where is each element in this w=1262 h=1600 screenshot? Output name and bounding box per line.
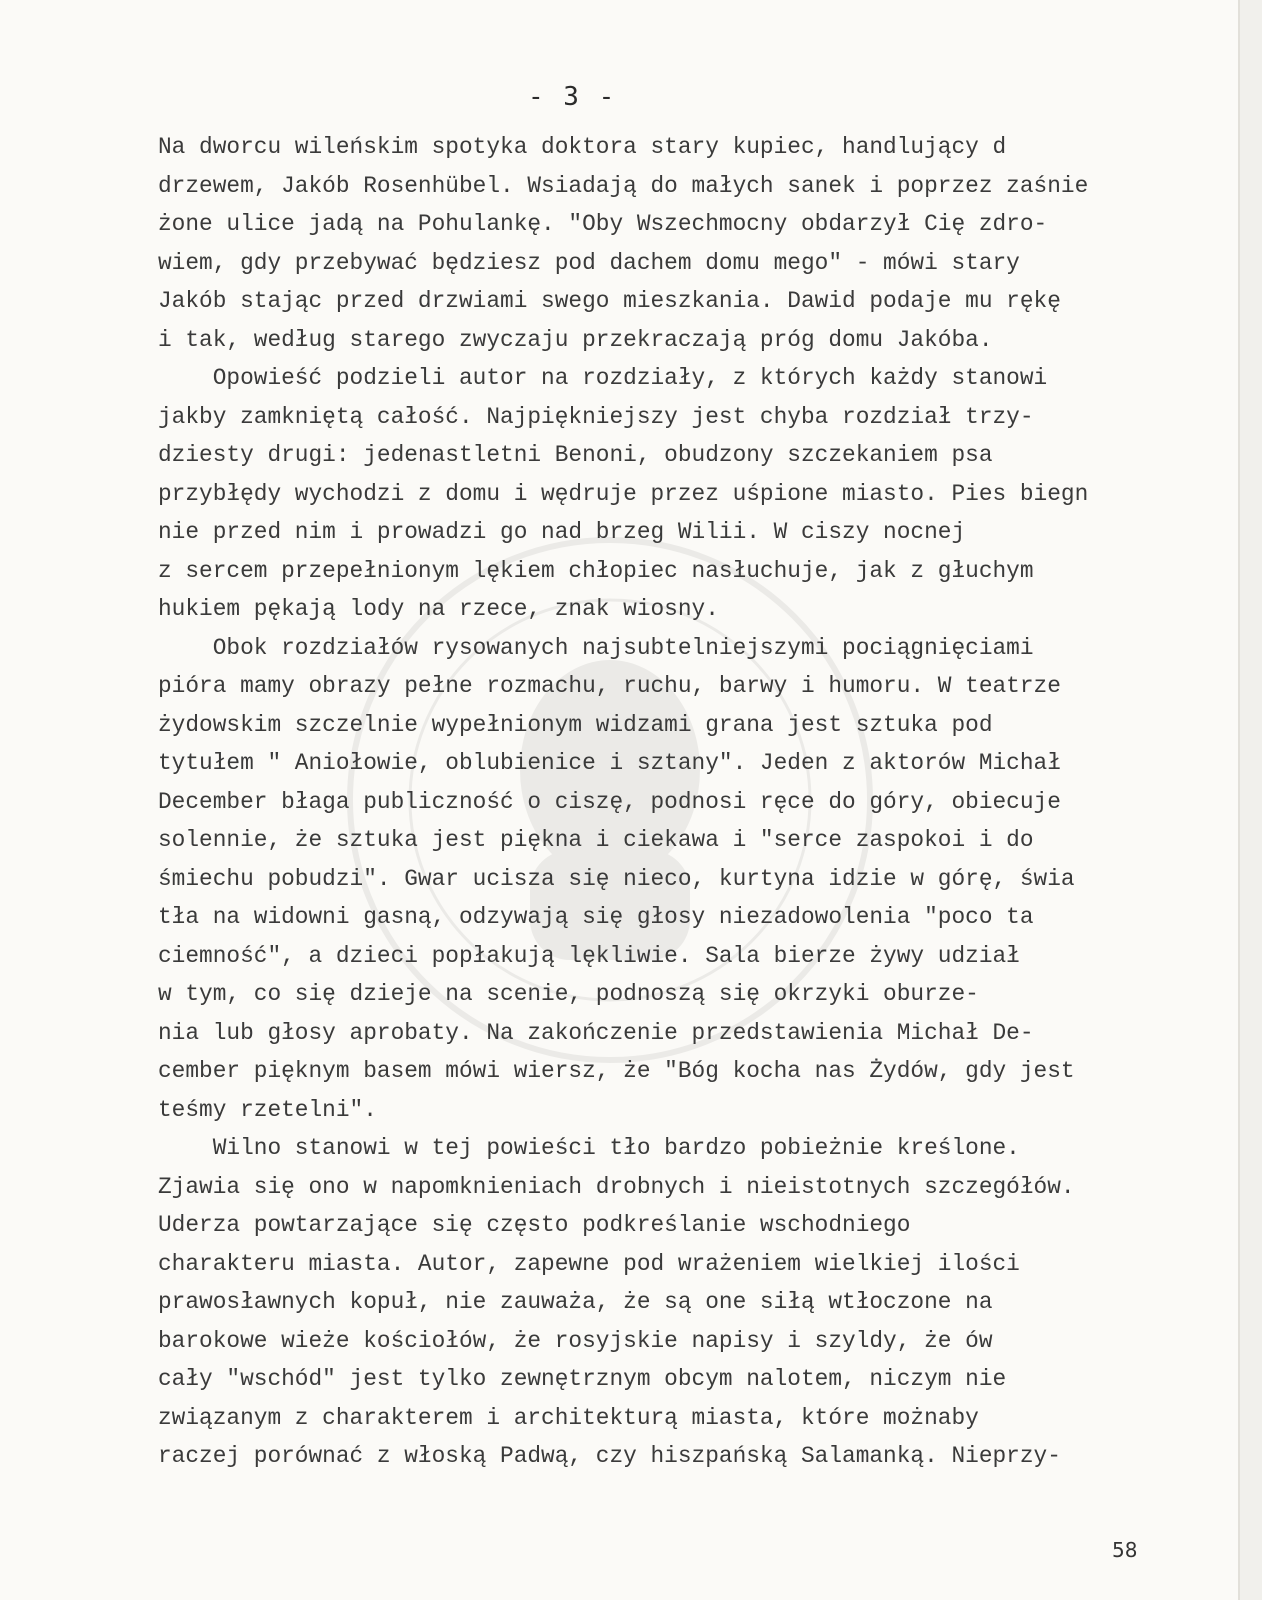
- text-line: i tak, według starego zwyczaju przekraczają próg domu Jakóba.: [158, 326, 993, 353]
- typewritten-text: [158, 128, 1238, 1476]
- text-line: tytułem " Aniołowie, oblubienice i sztany". Jeden z aktorów Michał: [158, 750, 1061, 776]
- text-line: Zjawia się ono w napomknieniach drobnych i nieistotnych szczegółów.: [158, 1173, 1075, 1200]
- text-line: Jakób stając przed drzwiami swego mieszkania. Dawid podaje mu rękę: [158, 288, 1061, 314]
- text-line: Uderza powtarzające się często podkreślanie wschodniego: [158, 1212, 911, 1238]
- text-line: nie przed nim i prowadzi go nad brzeg Wilii. W ciszy nocnej: [158, 519, 966, 545]
- text-line: jakby zamkniętą całość. Najpiękniejszy jest chyba rozdział trzy-: [158, 403, 1034, 430]
- text-line: charakteru miasta. Autor, zapewne pod wrażeniem wielkiej ilości: [158, 1250, 1020, 1277]
- text-line: pióra mamy obrazy pełne rozmachu, ruchu, barwy i humoru. W teatrze: [158, 673, 1061, 699]
- text-line: żone ulice jadą na Pohulankę. "Oby Wszechmocny obdarzył Cię zdro-: [158, 211, 1048, 237]
- text-line: solennie, że sztuka jest piękna i ciekawa i "serce zaspokoi i do: [158, 827, 1034, 853]
- text-line: drzewem, Jakób Rosenhübel. Wsiadają do małych sanek i poprzez zaśnie: [158, 172, 1089, 199]
- text-line: barokowe wieże kościołów, że rosyjskie napisy i szyldy, że ów: [158, 1327, 993, 1354]
- text-line: przybłędy wychodzi z domu i wędruje przez uśpione miasto. Pies biegn: [158, 480, 1089, 507]
- text-line: nia lub głosy aprobaty. Na zakończenie przedstawienia Michał De-: [158, 1019, 1034, 1046]
- text-line: śmiechu pobudzi". Gwar ucisza się nieco, kurtyna idzie w górę, świa: [158, 865, 1075, 892]
- text-line: prawosławnych kopuł, nie zauważa, że są one siłą wtłoczone na: [158, 1289, 993, 1315]
- text-line: raczej porównać z włoską Padwą, czy hiszpańską Salamanką. Nieprzy-: [158, 1443, 1061, 1469]
- text-line: hukiem pękają lody na rzece, znak wiosny.: [158, 596, 719, 622]
- text-line: z sercem przepełnionym lękiem chłopiec nasłuchuje, jak z głuchym: [158, 557, 1034, 584]
- text-line: ciemność", a dzieci popłakują lękliwie. Sala bierze żywy udział: [158, 942, 1020, 969]
- text-line: żydowskim szczelnie wypełnionym widzami grana jest sztuka pod: [158, 711, 993, 738]
- page-number: - 3 -: [528, 82, 617, 112]
- folio-number: 58: [1112, 1538, 1138, 1562]
- text-line: związanym z charakterem i architekturą miasta, które możnaby: [158, 1404, 979, 1431]
- text-line: dziesty drugi: jedenastletni Benoni, obudzony szczekaniem psa: [158, 442, 993, 468]
- text-line: teśmy rzetelni".: [158, 1096, 377, 1123]
- text-line: December błaga publiczność o ciszę, podnosi ręce do góry, obiecuje: [158, 788, 1061, 815]
- text-line: Wilno stanowi w tej powieści tło bardzo pobieżnie kreślone.: [158, 1135, 1020, 1161]
- text-line: Opowieść podzieli autor na rozdziały, z których każdy stanowi: [158, 365, 1048, 391]
- text-line: wiem, gdy przebywać będziesz pod dachem domu mego" - mówi stary: [158, 249, 1020, 276]
- text-line: Na dworcu wileńskim spotyka doktora stary kupiec, handlujący d: [158, 134, 1007, 160]
- text-line: tła na widowni gasną, odzywają się głosy niezadowolenia "poco ta: [158, 904, 1034, 930]
- text-line: w tym, co się dzieje na scenie, podnoszą się okrzyki oburze-: [158, 981, 979, 1007]
- text-line: cały "wschód" jest tylko zewnętrznym obcym nalotem, niczym nie: [158, 1366, 1007, 1392]
- text-line: cember pięknym basem mówi wiersz, że "Bóg kocha nas Żydów, gdy jest: [158, 1058, 1075, 1084]
- text-line: Obok rozdziałów rysowanych najsubtelniejszymi pociągnięciami: [158, 634, 1034, 661]
